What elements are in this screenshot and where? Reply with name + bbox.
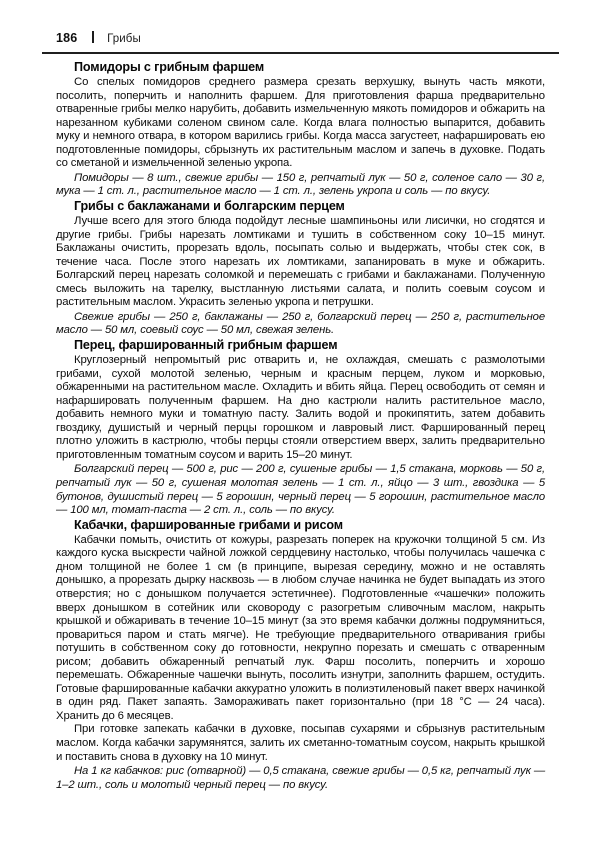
recipe-ingredients: Болгарский перец — 500 г, рис — 200 г, сушеные грибы — 1,5 стакана, морковь — 50 г, репчатый лук — 50 г, сушеная молотая зелень — 1 ст. л., яйцо — 3 шт., гвоздика — 5 бутонов, душистый перец — 5 горошин, черный перец — 5 горошин, растительное масло — 100 мл, томат-паста — 2 ст. л., соль — по вкусу. <box>56 463 545 517</box>
recipe-title: Перец, фаршированный грибным фаршем <box>74 338 338 353</box>
recipe-block <box>56 199 545 338</box>
chapter-name: Грибы <box>107 33 141 45</box>
recipe-body: Круглозерный непромытый рис отварить и, не охлаждая, смешать с размолотыми грибами, сухой молотой зеленью, черным и красным перцем, луком и морковью, обжаренными на растительном масле. Охладить и вбить яйца. Перец освободить от семян и нафаршировать полученным фаршем. На дно кастрюли налить растительное масло, добавить немного муки и томатную пасту. Залить водой и прокипятить, затем добавить гвоздику, душистый и черный перцы горошком и лавровый лист. Фаршированный перец плотно уложить в кастрюлю, чтобы перцы стояли отверстием вверх, залить предварительно приготовленным томатным соусом и варить 15–20 минут. <box>56 354 545 461</box>
running-head-divider <box>92 31 94 43</box>
running-head <box>56 30 141 45</box>
recipe-title: Кабачки, фаршированные грибами и рисом <box>74 517 343 532</box>
recipe-block <box>56 60 545 199</box>
recipe-ingredients: Свежие грибы — 250 г, баклажаны — 250 г, болгарский перец — 250 г, растительное масло — 50 мл, соевый соус — 50 мл, свежая зелень. <box>56 310 545 337</box>
recipe-ingredients: На 1 кг кабачков: рис (отварной) — 0,5 стакана, свежие грибы — 0,5 кг, репчатый лук — 1–2 шт., соль и молотый черный перец — по вкусу. <box>56 765 545 791</box>
recipe-body: Кабачки помыть, очистить от кожуры, разрезать поперек на кружочки толщиной 5 см. Из каждого куска выскрести чайной ложкой сердцевину настолько, чтобы получилась чашечка с дном толщиной не более 1 см (в принципе, вырезая середину, можно и не оставлять донышко, а прорезать дырку насквозь — в любом случае начинка не будет выпадать из этого отверстия; но с донышком получается эстетичнее). Подготовленные «чашечки» положить вверх донышком в сотейник или сковороду с разогретым сливочным маслом, накрыть крышкой и обжаривать в течение 10–15 минут (за это время кабачки должны подрумяниться, провариться паром и стать мягче). Не требующие предварительного отваривания грибы потушить в собственном соку до готовности, некрупно порезать и смешать с отваренным рисом; добавить обжаренный репчатый лук. Фарш посолить, поперчить и хорошо перемешать. Обжаренные чашечки вынуть, посолить изнутри, заполнить фаршем, остудить. Готовые фаршированные кабачки аккуратно уложить в полиэтиленовый пакет вверх начинкой в один ряд. Пакет запаять. Замораживать пакет горизонтально (при 18 °С — 24 часа). Хранить до 6 месяцев. <box>56 533 545 722</box>
recipe-block <box>56 338 545 518</box>
recipe-title: Грибы с баклажанами и болгарским перцем <box>74 199 345 214</box>
recipe-body: Со спелых помидоров среднего размера срезать верхушку, вынуть часть мякоти, посолить, поперчить и наполнить фаршем. Для приготовления фарша предварительно отваренные грибы мелко нарубить, добавить измельченную мякоть помидоров и обжарить на нарезанном кубиками соленом свином сале. Когда влага полностью выпарится, добавить муку и немного отвара, в котором варились грибы. Когда масса загустеет, нафаршировать ею подготовленные помидоры, сбрызнуть их растительным маслом и запечь в духовке. Подать со сметаной и измельченной зеленью укропа. <box>56 76 545 170</box>
page-number: 186 <box>56 31 78 45</box>
text-column <box>56 60 545 792</box>
recipe-body: Лучше всего для этого блюда подойдут лесные шампиньоны или лисички, но сгодятся и другие грибы. Грибы нарезать ломтиками и тушить в собственном соку 10–15 минут. Баклажаны очистить, прорезать вдоль, посыпать солью и выдержать, чтобы стек сок, в течение часа. После этого нарезать их ломтиками, запанировать в муке и обжарить. Болгарский перец нарезать соломкой и перемешать с грибами и баклажанами. Полученную смесь выложить на тарелку, выстланную листьями салата, и полить соевым соусом и растительным маслом. Украсить зеленью укропа и петрушки. <box>56 215 545 309</box>
recipe-ingredients: Помидоры — 8 шт., свежие грибы — 150 г, репчатый лук — 50 г, соленое сало — 30 г, мука — 1 ст. л., растительное масло — 1 ст. л., зелень укропа и соль — по вкусу. <box>56 171 545 198</box>
recipe-title: Помидоры с грибным фаршем <box>74 60 265 74</box>
recipe-block <box>56 518 545 792</box>
recipe-body-continued: При готовке запекать кабачки в духовке, посыпав сухарями и сбрызнув растительным маслом. Когда кабачки зарумянятся, залить их сметанно-томатным соусом, накрыть крышкой и поставить снова в духовку на 10 минут. <box>56 723 545 763</box>
header-rule <box>42 52 559 54</box>
